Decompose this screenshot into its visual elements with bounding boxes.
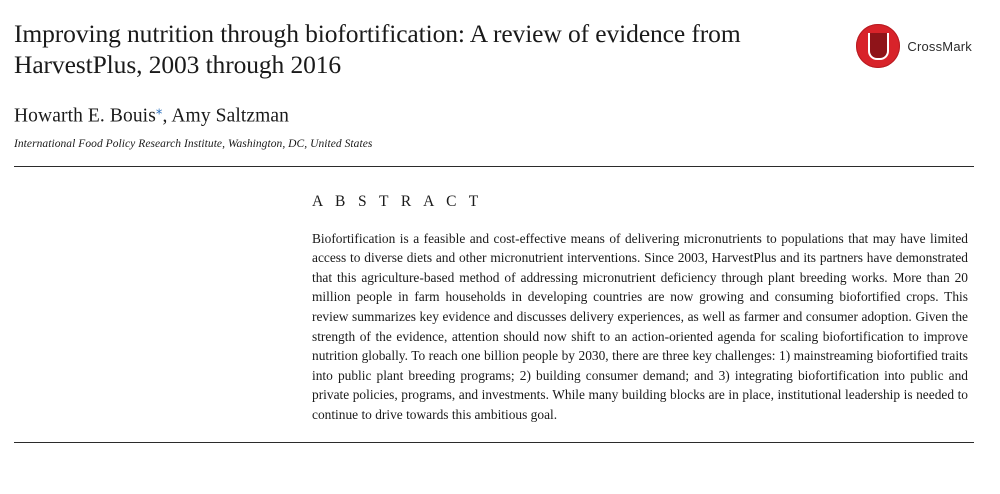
crossmark-icon[interactable] [856, 24, 900, 68]
affiliation-marker[interactable]: ⁎ [155, 102, 163, 118]
affiliation-line: International Food Policy Research Institute, Washington, DC, United States [14, 137, 373, 150]
crossmark-label: CrossMark [907, 38, 972, 54]
page-title: Improving nutrition through biofortification: A review of evidence from HarvestPlus, 2003 through 2016 [14, 19, 741, 80]
header-divider-bottom [14, 442, 974, 443]
abstract-heading: A B S T R A C T [312, 192, 483, 210]
author-primary: Howarth E. Bouis [14, 105, 156, 127]
title-block [14, 18, 844, 150]
header-divider-top [14, 166, 974, 167]
left-gutter [14, 193, 312, 425]
abstract-text: Biofortification is a feasible and cost-effective means of delivering micronutrients to populations that may have limited access to diverse diets and other micronutrient interventions. Since 2003, HarvestPlus and its partners have demonstrated that this agriculture-based method of addressing micronutrient deficiency through plant breeding works. More than 20 million people in farm households in developing countries are now growing and consuming biofortified crops. This review summarizes key evidence and discusses delivery experiences, as well as farmer and consumer adoption. Given the strength of the evidence, attention should now shift to an action-oriented agenda for scaling biofortification to improve nutrition globally. To reach one billion people by 2030, there are three key challenges: 1) mainstreaming biofortified traits into public plant breeding programs; 2) building consumer demand; and 3) integrating biofortification into public and private policies, programs, and investments. While many building blocks are in place, institutional leadership is needed to continue to drive towards this ambitious goal. [312, 230, 968, 422]
abstract-area [14, 193, 974, 425]
abstract-column [312, 193, 974, 425]
author-secondary: , Amy Saltzman [162, 105, 290, 127]
crossmark-badge-group[interactable] [856, 24, 972, 68]
crossmark-inner-shape [868, 33, 889, 60]
header-row [14, 18, 974, 150]
author-list [14, 102, 844, 128]
